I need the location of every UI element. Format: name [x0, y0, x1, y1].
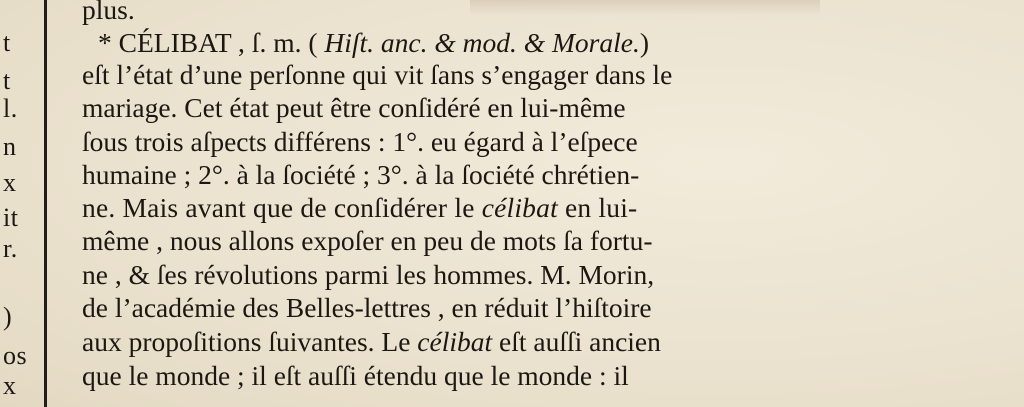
italic-segment: Hiſt. anc. & mod. & Morale. — [324, 27, 640, 58]
italic-segment: célibat — [417, 326, 493, 357]
column-rule — [44, 0, 47, 407]
text-line — [82, 160, 782, 190]
text-segment: ſous trois aſpects différens : 1°. eu égard à l’eſpece — [82, 126, 638, 157]
text-segment: que le monde ; il eſt auſſi étendu que le monde : il — [82, 360, 629, 391]
text-segment: ) — [639, 27, 650, 58]
text-segment: eſt auſſi ancien — [492, 326, 661, 357]
text-segment: humaine ; 2°. à la ſociété ; 3°. à la ſociété chrétien- — [82, 159, 640, 190]
entry-headword-line — [98, 28, 798, 58]
text-line — [82, 193, 782, 223]
text-line — [82, 60, 782, 90]
left-margin-fragment: l. — [3, 94, 18, 123]
text-segment: mariage. Cet état peut être conſidéré en lui-même — [82, 92, 626, 123]
text-line — [82, 293, 782, 323]
left-margin-fragment: t — [3, 66, 11, 95]
left-margin-fragment: t — [3, 28, 11, 57]
text-line — [82, 93, 782, 123]
text-segment: eſt l’état d’une perſonne qui vit ſans s’engager dans le — [82, 59, 673, 90]
text-line — [82, 226, 782, 256]
left-margin-column — [0, 0, 40, 407]
italic-segment: célibat — [481, 192, 558, 223]
text-segment: même , nous allons expoſer en peu de mots ſa fortu- — [82, 225, 653, 256]
text-segment: en lui- — [557, 192, 638, 223]
text-segment: ne. Mais avant que de conſidérer le — [82, 192, 482, 223]
left-margin-fragment: x — [3, 168, 17, 197]
text-segment: de l’académie des Belles-lettres , en réduit l’hiſtoire — [82, 292, 652, 323]
left-margin-fragment: it — [3, 203, 19, 232]
text-line — [82, 260, 782, 290]
text-line — [82, 0, 782, 25]
text-line — [82, 361, 782, 391]
text-segment: aux propoſitions ſuivantes. Le — [82, 326, 418, 357]
left-margin-fragment: r. — [3, 234, 18, 263]
left-margin-fragment: ) — [3, 302, 13, 331]
left-margin-fragment: x — [3, 371, 17, 400]
left-margin-fragment: os — [3, 341, 28, 370]
left-margin-fragment: n — [3, 132, 17, 161]
text-segment: * CÉLIBAT , ſ. m. ( — [98, 27, 325, 58]
text-column — [82, 0, 802, 407]
text-segment: plus. — [82, 0, 135, 25]
text-line — [82, 127, 782, 157]
text-line — [82, 327, 782, 357]
text-segment: ne , & ſes révolutions parmi les hommes. M. Morin, — [82, 259, 655, 290]
